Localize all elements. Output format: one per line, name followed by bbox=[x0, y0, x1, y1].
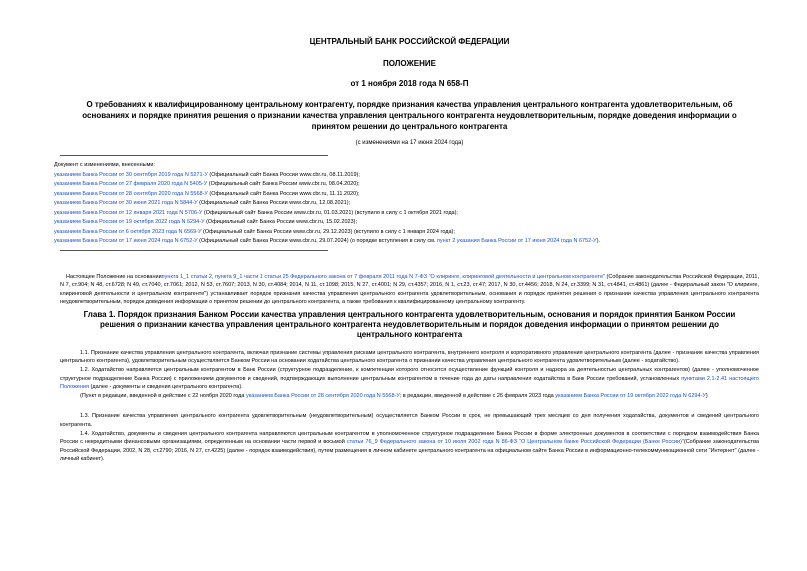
points-2-1-2-41-link[interactable]: пунктами 2.1-2.41 настоящего Положения bbox=[60, 375, 760, 391]
federal-law-link[interactable]: пункта 1_1 статьи 2, пункта 9_1 части 1 статьи 25 Федерального закона от 7 февраля 2011 года N 7-ФЗ "О клиринге, клиринговой деятельности и центральном контрагенте" bbox=[161, 273, 605, 280]
change-item: указанием Банка России от 19 октября 2022 года N 6294-У (Официальный сайт Банка России www.cbr.ru, 15.02.2023); bbox=[54, 219, 357, 225]
change-item: указанием Банка России от 17 июня 2024 года N 6752-У (Официальный сайт Банка России www.cbr.ru, 29.07.2024) (о порядке вступления в силу см. пункт 2 указания Банка России от 17 июня 2024 года N 6752-У). bbox=[54, 238, 600, 244]
change-item: указанием Банка России от 30 июня 2021 года N 5844-У (Официальный сайт Банка России www.cbr.ru, 12.08.2021); bbox=[54, 200, 351, 206]
amendment-link[interactable]: указанием Банка России от 30 сентября 2019 года N 5271-У bbox=[54, 171, 208, 178]
amendment-5568-link[interactable]: указанием Банка России от 28 сентября 2020 года N 5568-У bbox=[245, 392, 400, 399]
change-item: указанием Банка России от 30 сентября 2019 года N 5271-У (Официальный сайт Банка России www.cbr.ru, 08.11.2019); bbox=[54, 171, 360, 178]
divider-bottom bbox=[60, 250, 328, 251]
amendment-link[interactable]: указанием Банка России от 6 октября 2023 года N 6569-У bbox=[54, 228, 202, 235]
issuing-organization: ЦЕНТРАЛЬНЫЙ БАНК РОССИЙСКОЙ ФЕДЕРАЦИИ bbox=[309, 37, 510, 46]
paragraph-1-2-note: (Пункт в редакции, введенной в действие с 22 ноября 2020 года указанием Банка России от 28 сентября 2020 года N 5568-У; в редакции, введенной в действие с 26 февраля 2023 года указанием Банка России от 19 октября 2022 года N 6294-У) bbox=[80, 392, 708, 399]
amendment-link[interactable]: указанием Банка России от 12 января 2021 года N 5706-У bbox=[54, 209, 203, 216]
amendment-link[interactable]: указанием Банка России от 19 октября 2022 года N 6294-У bbox=[54, 219, 205, 225]
changes-lead: Документ с изменениями, внесенными: bbox=[54, 162, 155, 168]
change-item: указанием Банка России от 12 января 2021 года N 5706-У (Официальный сайт Банка России www.cbr.ru, 01.03.2021) (вступило в силу с 1 октября 2021 года); bbox=[54, 209, 458, 216]
paragraph-1-4: 1.4. Ходатайство, документы и сведения центрального контрагента направляются центральным контрагентом в уполномоченное структурное подразделение Банка России в форме электронных документов в соответствии с порядком взаимодействия Банка России с некредитными финансовыми организациями, определенным на основании части первой и восьмой статьи 76_9 Федерального закона от 10 июля 2002 года N 86-ФЗ "О Центральном банке Российской Федерации (Банке России)"(Собрание законодательства Российской Федерации, 2002, N 28, ст.2790; 2016, N 27, ст.4225) (далее - порядок взаимодействия), путем размещения в личном кабинете центрального контрагента на официальном сайте Банка России в информационно-телекоммуникационной сети "Интернет" (далее - личный кабинет). bbox=[60, 430, 759, 463]
change-item: указанием Банка России от 28 сентября 2020 года N 5568-У (Официальный сайт Банка России www.cbr.ru, 11.11.2020); bbox=[54, 190, 360, 197]
intro-paragraph: Настоящее Положение на основаниипункта 1_1 статьи 2, пункта 9_1 части 1 статьи 25 Федерального закона от 7 февраля 2011 года N 7-ФЗ "О клиринге, клиринговой деятельности и центральном контрагенте" (Собрание законодательства Российской Федерации, 2011, N 7, ст.904; N 48, ст.6728; N 49, ст.7040, ст.7061; 2012, N 53, ст.7607; 2013, N 30, ст.4084; 2014, N 11, ст.1098; 2015, N 27, ст.4001; N 29, ст.4357; 2016, N 1, ст.23, ст.47; 2017, N 30, ст.4456; 2018, N 24, ст.3399; N 31, ст.4841, ст.4861) (далее - Федеральный закон "О клиринге, клиринговой деятельности и центральном контрагенте") устанавливает порядок признания качества управления центрального контрагента удовлетворительным, основания и порядок принятия решения о признании качества управления центрального контрагента неудовлетворительным, порядок доведения информации о принятом решении до центрального контрагента, а также требования к квалифицированному центральному контрагенту. bbox=[60, 273, 759, 306]
change-item: указанием Банка России от 6 октября 2023 года N 6569-У (Официальный сайт Банка России www.cbr.ru, 29.12.2023) (вступило в силу с 1 января 2024 года); bbox=[54, 228, 455, 235]
amendment-6294-link[interactable]: указанием Банка России от 19 октября 2022 года N 6294-У bbox=[555, 392, 706, 399]
central-bank-law-link[interactable]: статьи 76_9 Федерального закона от 10 июля 2002 года N 86-ФЗ "О Центральном банке Российской Федерации (Банке России)" bbox=[346, 439, 684, 446]
paragraph-1-3: 1.3. Признание качества управления центрального контрагента удовлетворительным (неудовлетворительным) осуществляется Банком России в срок, не превышающий трех месяцев со дня получения ходатайства, документов и сведений центрального контрагента. bbox=[60, 413, 759, 429]
document-subject: О требованиях к квалифицированному центральному контрагенту, порядке признания качества управления центрального контрагента удовлетворительным, об основаниях и порядке принятия решения о признании качества управления центрального контрагента неудовлетворительным, порядке доведения информации о принятом решении до центрального контрагента bbox=[82, 100, 737, 131]
amended-note: (с изменениями на 17 июня 2024 года) bbox=[355, 140, 464, 146]
paragraph-1-1: 1.1. Признание качества управления центрального контрагента, включая признание системы управления рисками центрального контрагента, внутреннего контроля и корпоративного управления центрального контрагента (далее - признание качества управления центрального контрагента), удовлетворительным осуществляется Банком России на основании ходатайства центрального контрагента о признании качества управления центрального контрагента удовлетворительным (далее - ходатайство). bbox=[60, 349, 759, 365]
document-type: ПОЛОЖЕНИЕ bbox=[383, 59, 436, 68]
amendment-link[interactable]: указанием Банка России от 17 июня 2024 года N 6752-У bbox=[54, 238, 198, 244]
paragraph-1-2: 1.2. Ходатайство направляется центральным контрагентом в Банк России (структурное подразделение, к компетенции которого относится осуществление функций контроля и надзора за деятельностью центральных контрагентов) (далее - уполномоченное структурное подразделение Банка России) с приложением документов и сведений, подтверждающих выполнение центральным контрагентом в течение года до даты направления ходатайства в Банк России требований, установленных пунктами 2.1-2.41 настоящего Положения (далее - документы и сведения центрального контрагента). bbox=[60, 367, 760, 391]
entry-into-force-link[interactable]: пункт 2 указания Банка России от 17 июня 2024 года N 6752-У bbox=[436, 238, 597, 244]
change-item: указанием Банка России от 27 февраля 2020 года N 5405-У (Официальный сайт Банка России www.cbr.ru, 08.04.2020); bbox=[54, 181, 360, 187]
chapter-1-title: Глава 1. Порядок признания Банком России качества управления центрального контрагента удовлетворительным, основания и порядок принятия Банком России решения о признании качества управления центрального контрагента неудовлетворительным и порядок доведения информации о принятом решении до центрального контрагента bbox=[83, 309, 736, 339]
changes-list bbox=[54, 156, 759, 250]
amendment-link[interactable]: указанием Банка России от 27 февраля 2020 года N 5405-У bbox=[54, 181, 208, 187]
document-date-number: от 1 ноября 2018 года N 658-П bbox=[350, 79, 469, 88]
amendment-link[interactable]: указанием Банка России от 28 сентября 2020 года N 5568-У bbox=[54, 190, 208, 197]
amendment-link[interactable]: указанием Банка России от 30 июня 2021 года N 5844-У bbox=[54, 200, 198, 206]
